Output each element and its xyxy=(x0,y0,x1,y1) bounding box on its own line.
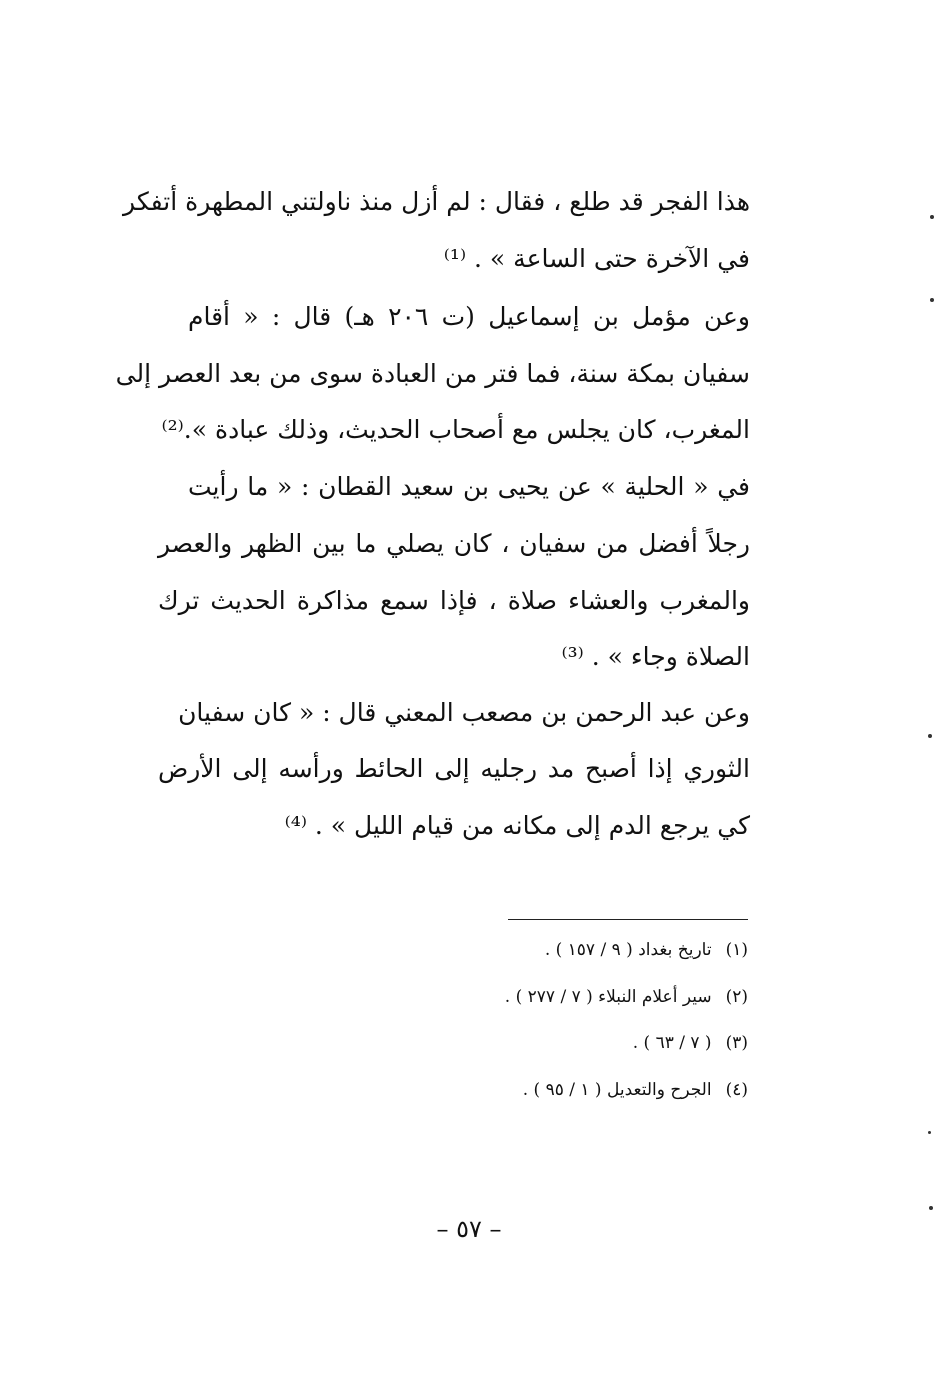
page-number: – ٥٧ – xyxy=(436,1215,502,1243)
footnote-text: تاريخ بغداد ( ٩ / ١٥٧ ) . xyxy=(544,940,712,960)
footnote-number: (١) xyxy=(725,940,748,960)
footnote-text: سير أعلام النبلاء ( ٧ / ٢٧٧ ) . xyxy=(504,987,712,1007)
body-text-line: كي يرجع الدم إلى مكانه من قيام الليل » . ⁽⁴⁾ xyxy=(284,811,750,840)
scan-speck xyxy=(928,734,932,738)
footnote xyxy=(633,1030,748,1056)
body-text-line: في « الحلية » عن يحيى بن سعيد القطان : « ما رأيت xyxy=(188,472,750,501)
footnote-number: (٤) xyxy=(725,1080,748,1100)
scan-speck xyxy=(928,1131,931,1134)
body-text-line: والمغرب والعشاء صلاة ، فإذا سمع مذاكرة الحديث ترك xyxy=(158,586,750,615)
body-text-line: رجلاً أفضل من سفيان ، كان يصلي ما بين الظهر والعصر xyxy=(158,529,750,558)
footnote-number: (٢) xyxy=(725,987,748,1007)
footnote-number: (٣) xyxy=(725,1033,748,1053)
footnote-text: ( ٧ / ٦٣ ) . xyxy=(632,1033,712,1053)
body-text-line: سفيان بمكة سنة، فما فتر من العبادة سوى من بعد العصر إلى xyxy=(115,359,750,388)
body-text-line: وعن مؤمل بن إسماعيل (ت ٢٠٦ هـ) قال : « أقام xyxy=(188,302,750,331)
footnote-separator xyxy=(508,919,748,920)
footnote xyxy=(523,1077,748,1103)
body-text-line: المغرب، كان يجلس مع أصحاب الحديث، وذلك عبادة ».⁽²⁾ xyxy=(161,415,750,444)
body-text-line: الثوري إذا أصبح مد رجليه إلى الحائط ورأسه إلى الأرض xyxy=(158,754,750,783)
scan-speck xyxy=(930,298,934,302)
scan-speck xyxy=(929,1206,933,1210)
body-text-line: وعن عبد الرحمن بن مصعب المعني قال : « كان سفيان xyxy=(178,698,750,727)
body-text-line: هذا الفجر قد طلع ، فقال : لم أزل منذ ناولتني المطهرة أتفكر xyxy=(123,187,750,216)
footnote xyxy=(545,937,748,963)
scan-speck xyxy=(930,215,934,219)
footnote-text: الجرح والتعديل ( ١ / ٩٥ ) . xyxy=(522,1080,712,1100)
footnote xyxy=(505,984,748,1010)
body-text-line: الصلاة وجاء » . ⁽³⁾ xyxy=(561,642,750,671)
body-text-line: في الآخرة حتى الساعة » . ⁽¹⁾ xyxy=(443,244,750,273)
